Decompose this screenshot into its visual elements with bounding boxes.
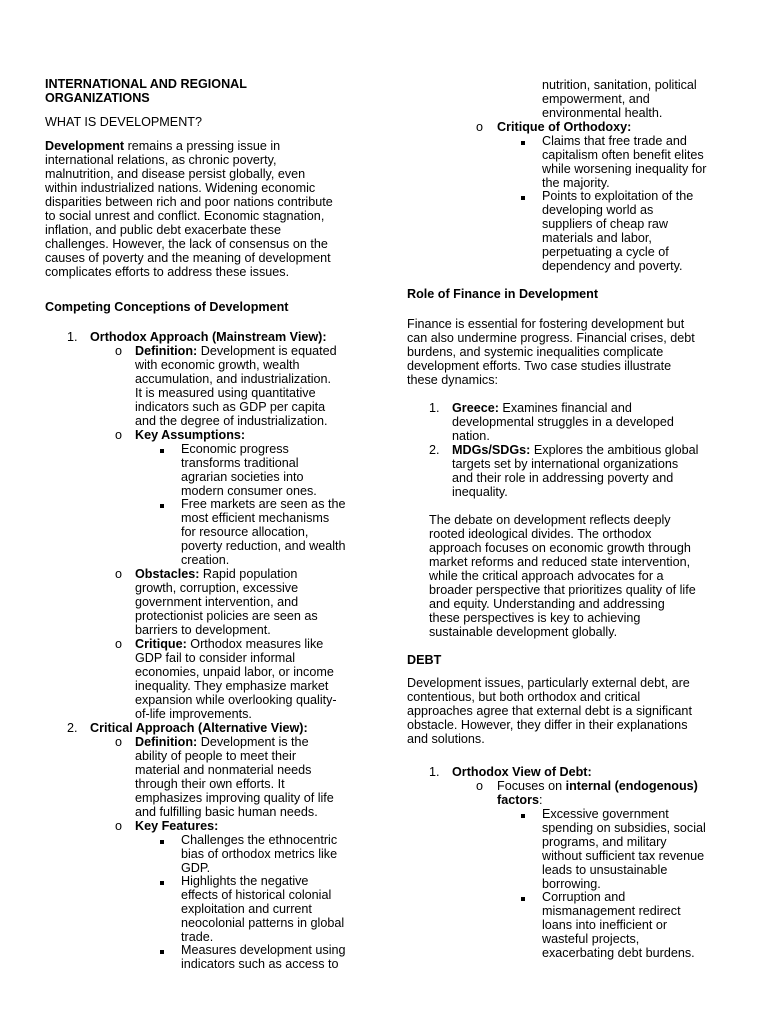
section-heading: WHAT IS DEVELOPMENT? — [45, 115, 202, 129]
circle-bullet: o — [115, 637, 123, 651]
circle-bullet: o — [115, 428, 123, 442]
list-number-1: 1. — [429, 401, 440, 415]
square-bullet — [160, 840, 164, 844]
list-number-1: 1. — [67, 330, 78, 344]
square-bullet — [160, 449, 164, 453]
key-features-label: Key Features: — [135, 819, 219, 833]
circle-bullet: o — [115, 344, 123, 358]
circle-bullet: o — [115, 567, 123, 581]
square-bullet — [521, 814, 525, 818]
key-assumptions-label: Key Assumptions: — [135, 428, 246, 442]
page-heading-line2: ORGANIZATIONS — [45, 91, 150, 105]
circle-bullet: o — [115, 819, 123, 833]
square-bullet — [521, 141, 525, 145]
debt-title: DEBT — [407, 653, 442, 667]
square-bullet — [521, 196, 525, 200]
circle-bullet: o — [476, 120, 484, 134]
square-bullet — [521, 897, 525, 901]
list-number-2: 2. — [67, 721, 78, 735]
finance-title: Role of Finance in Development — [407, 287, 599, 301]
list-number-1: 1. — [429, 765, 440, 779]
page-heading: INTERNATIONAL AND REGIONAL — [45, 77, 247, 91]
square-bullet — [160, 881, 164, 885]
critical-title: Critical Approach (Alternative View): — [90, 721, 308, 735]
circle-bullet: o — [115, 735, 123, 749]
critique-orthodoxy-label: Critique of Orthodoxy: — [497, 120, 632, 134]
orthodox-debt-title: Orthodox View of Debt: — [452, 765, 592, 779]
list-number-2: 2. — [429, 443, 440, 457]
competing-title: Competing Conceptions of Development — [45, 300, 289, 314]
circle-bullet: o — [476, 779, 484, 793]
square-bullet — [160, 504, 164, 508]
orthodox-title: Orthodox Approach (Mainstream View): — [90, 330, 327, 344]
square-bullet — [160, 950, 164, 954]
